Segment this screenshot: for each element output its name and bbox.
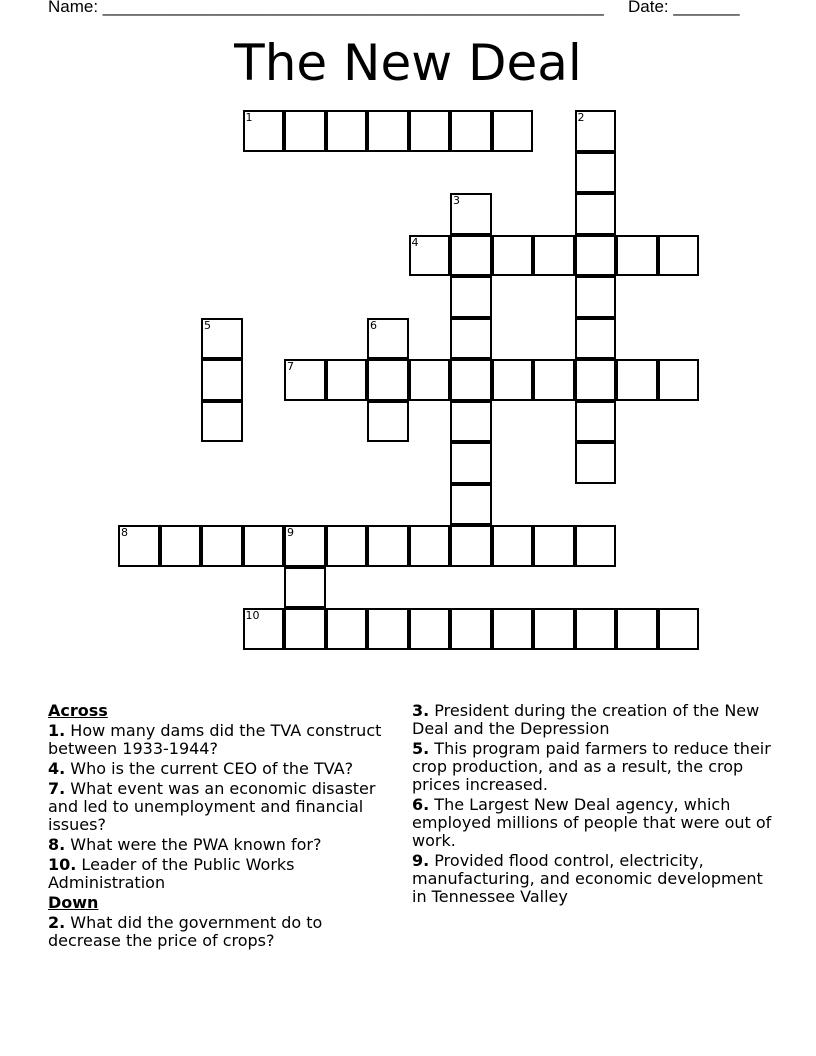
- crossword-cell[interactable]: [367, 525, 409, 567]
- crossword-cell[interactable]: [533, 359, 575, 401]
- crossword-cell[interactable]: [616, 359, 658, 401]
- cell-number: 3: [453, 194, 460, 207]
- crossword-cell[interactable]: [284, 525, 326, 567]
- crossword-cell[interactable]: [367, 401, 409, 443]
- clue-down-2: [48, 914, 393, 950]
- crossword-cell[interactable]: [326, 110, 368, 152]
- crossword-cell[interactable]: [284, 110, 326, 152]
- crossword-cell[interactable]: [367, 608, 409, 650]
- crossword-cell[interactable]: [658, 359, 700, 401]
- crossword-cell[interactable]: [450, 318, 492, 360]
- crossword-cell[interactable]: [284, 359, 326, 401]
- crossword-cell[interactable]: [575, 525, 617, 567]
- clue-number: 5.: [412, 739, 430, 758]
- crossword-cell[interactable]: [409, 110, 451, 152]
- clue-down-6: [412, 796, 777, 850]
- clue-text: President during the creation of the New Deal and the Depression: [412, 701, 760, 738]
- crossword-cell[interactable]: [492, 110, 534, 152]
- cell-number: 10: [245, 609, 260, 622]
- cell-number: 6: [370, 318, 377, 332]
- clue-number: 7.: [48, 779, 66, 798]
- cell-number: 8: [121, 526, 128, 539]
- crossword-cell[interactable]: [575, 152, 617, 194]
- crossword-cell[interactable]: [616, 608, 658, 650]
- crossword-cell[interactable]: [409, 359, 451, 401]
- clue-down-5: [412, 740, 777, 794]
- crossword-cell[interactable]: [575, 110, 617, 152]
- crossword-cell[interactable]: [450, 193, 492, 235]
- cell-number: 1: [245, 111, 253, 124]
- crossword-cell[interactable]: [658, 235, 700, 277]
- clue-number: 3.: [412, 701, 430, 720]
- clue-across-4: [48, 760, 393, 778]
- crossword-cell[interactable]: [450, 484, 492, 526]
- across-heading: Across: [48, 701, 108, 720]
- clue-number: 10.: [48, 855, 77, 874]
- clue-across-1: [48, 722, 393, 758]
- crossword-cell[interactable]: [616, 235, 658, 277]
- crossword-cell[interactable]: [575, 401, 617, 443]
- clue-text: This program paid farmers to reduce their crop production, and as a result, the crop prices increased.: [412, 739, 771, 794]
- down-heading: Down: [48, 893, 99, 912]
- clue-down-3: [412, 702, 777, 738]
- crossword-cell[interactable]: [243, 608, 285, 650]
- clue-number: 8.: [48, 835, 66, 854]
- crossword-cell[interactable]: [575, 193, 617, 235]
- clue-text: What did the government do to decrease the price of crops?: [48, 913, 323, 950]
- crossword-cell[interactable]: [160, 525, 202, 567]
- crossword-cell[interactable]: [492, 525, 534, 567]
- clue-across-7: [48, 780, 393, 834]
- crossword-cell[interactable]: [367, 110, 409, 152]
- clue-text: Who is the current CEO of the TVA?: [65, 759, 354, 778]
- crossword-cell[interactable]: [533, 235, 575, 277]
- clue-text: The Largest New Deal agency, which employed millions of people that were out of work.: [412, 795, 772, 850]
- clue-text: What event was an economic disaster and led to unemployment and financial issues?: [48, 779, 376, 834]
- clue-text: What were the PWA known for?: [65, 835, 322, 854]
- crossword-cell[interactable]: [575, 359, 617, 401]
- crossword-cell[interactable]: [450, 525, 492, 567]
- crossword-cell[interactable]: [409, 525, 451, 567]
- clue-text: Leader of the Public Works Administration: [48, 855, 295, 892]
- clue-number: 2.: [48, 913, 66, 932]
- crossword-cell[interactable]: [367, 318, 409, 360]
- crossword-cell[interactable]: [409, 608, 451, 650]
- clue-text: How many dams did the TVA construct between 1933-1944?: [48, 721, 382, 758]
- crossword-cell[interactable]: [492, 608, 534, 650]
- crossword-cell[interactable]: [409, 235, 451, 277]
- crossword-cell[interactable]: [575, 235, 617, 277]
- crossword-cell[interactable]: [326, 525, 368, 567]
- clue-number: 4.: [48, 759, 66, 778]
- crossword-cell[interactable]: [450, 401, 492, 443]
- cell-number: 7: [287, 360, 294, 373]
- date-field-label: Date: _______: [628, 0, 740, 16]
- page-title: The New Deal: [234, 34, 582, 92]
- crossword-cell[interactable]: [492, 235, 534, 277]
- clues-column-left: [48, 702, 393, 952]
- crossword-cell[interactable]: [450, 276, 492, 318]
- crossword-cell[interactable]: [575, 318, 617, 360]
- crossword-cell[interactable]: [450, 442, 492, 484]
- crossword-cell[interactable]: [243, 110, 285, 152]
- name-field-label: Name: _____________________________________________________: [48, 0, 604, 16]
- crossword-cell[interactable]: [326, 359, 368, 401]
- crossword-cell[interactable]: [450, 608, 492, 650]
- crossword-cell[interactable]: [492, 359, 534, 401]
- clue-number: 9.: [412, 851, 430, 870]
- crossword-cell[interactable]: [201, 525, 243, 567]
- crossword-cell[interactable]: [118, 525, 160, 567]
- crossword-cell[interactable]: [243, 525, 285, 567]
- crossword-cell[interactable]: [450, 235, 492, 277]
- clue-number: 1.: [48, 721, 66, 740]
- clue-across-10: [48, 856, 393, 892]
- cell-number: 2: [577, 111, 585, 124]
- cell-number: 5: [204, 318, 211, 332]
- crossword-cell[interactable]: [284, 608, 326, 650]
- crossword-cell[interactable]: [450, 110, 492, 152]
- cell-number: 4: [411, 235, 419, 249]
- crossword-cell[interactable]: [450, 359, 492, 401]
- clue-down-9: [412, 852, 777, 906]
- crossword-cell[interactable]: [367, 359, 409, 401]
- crossword-cell[interactable]: [533, 608, 575, 650]
- crossword-cell[interactable]: [575, 608, 617, 650]
- crossword-cell[interactable]: [201, 359, 243, 401]
- crossword-cell[interactable]: [658, 608, 700, 650]
- crossword-cell[interactable]: [326, 608, 368, 650]
- clue-across-8: [48, 836, 393, 854]
- clue-number: 6.: [412, 795, 430, 814]
- crossword-cell[interactable]: [284, 567, 326, 609]
- crossword-cell[interactable]: [575, 276, 617, 318]
- crossword-cell[interactable]: [575, 442, 617, 484]
- cell-number: 9: [287, 526, 294, 539]
- crossword-cell[interactable]: [533, 525, 575, 567]
- crossword-cell[interactable]: [201, 318, 243, 360]
- clues-column-right: [412, 702, 777, 908]
- crossword-cell[interactable]: [201, 401, 243, 443]
- clue-text: Provided flood control, electricity, manufacturing, and economic development in Tennessee Valley: [412, 851, 763, 906]
